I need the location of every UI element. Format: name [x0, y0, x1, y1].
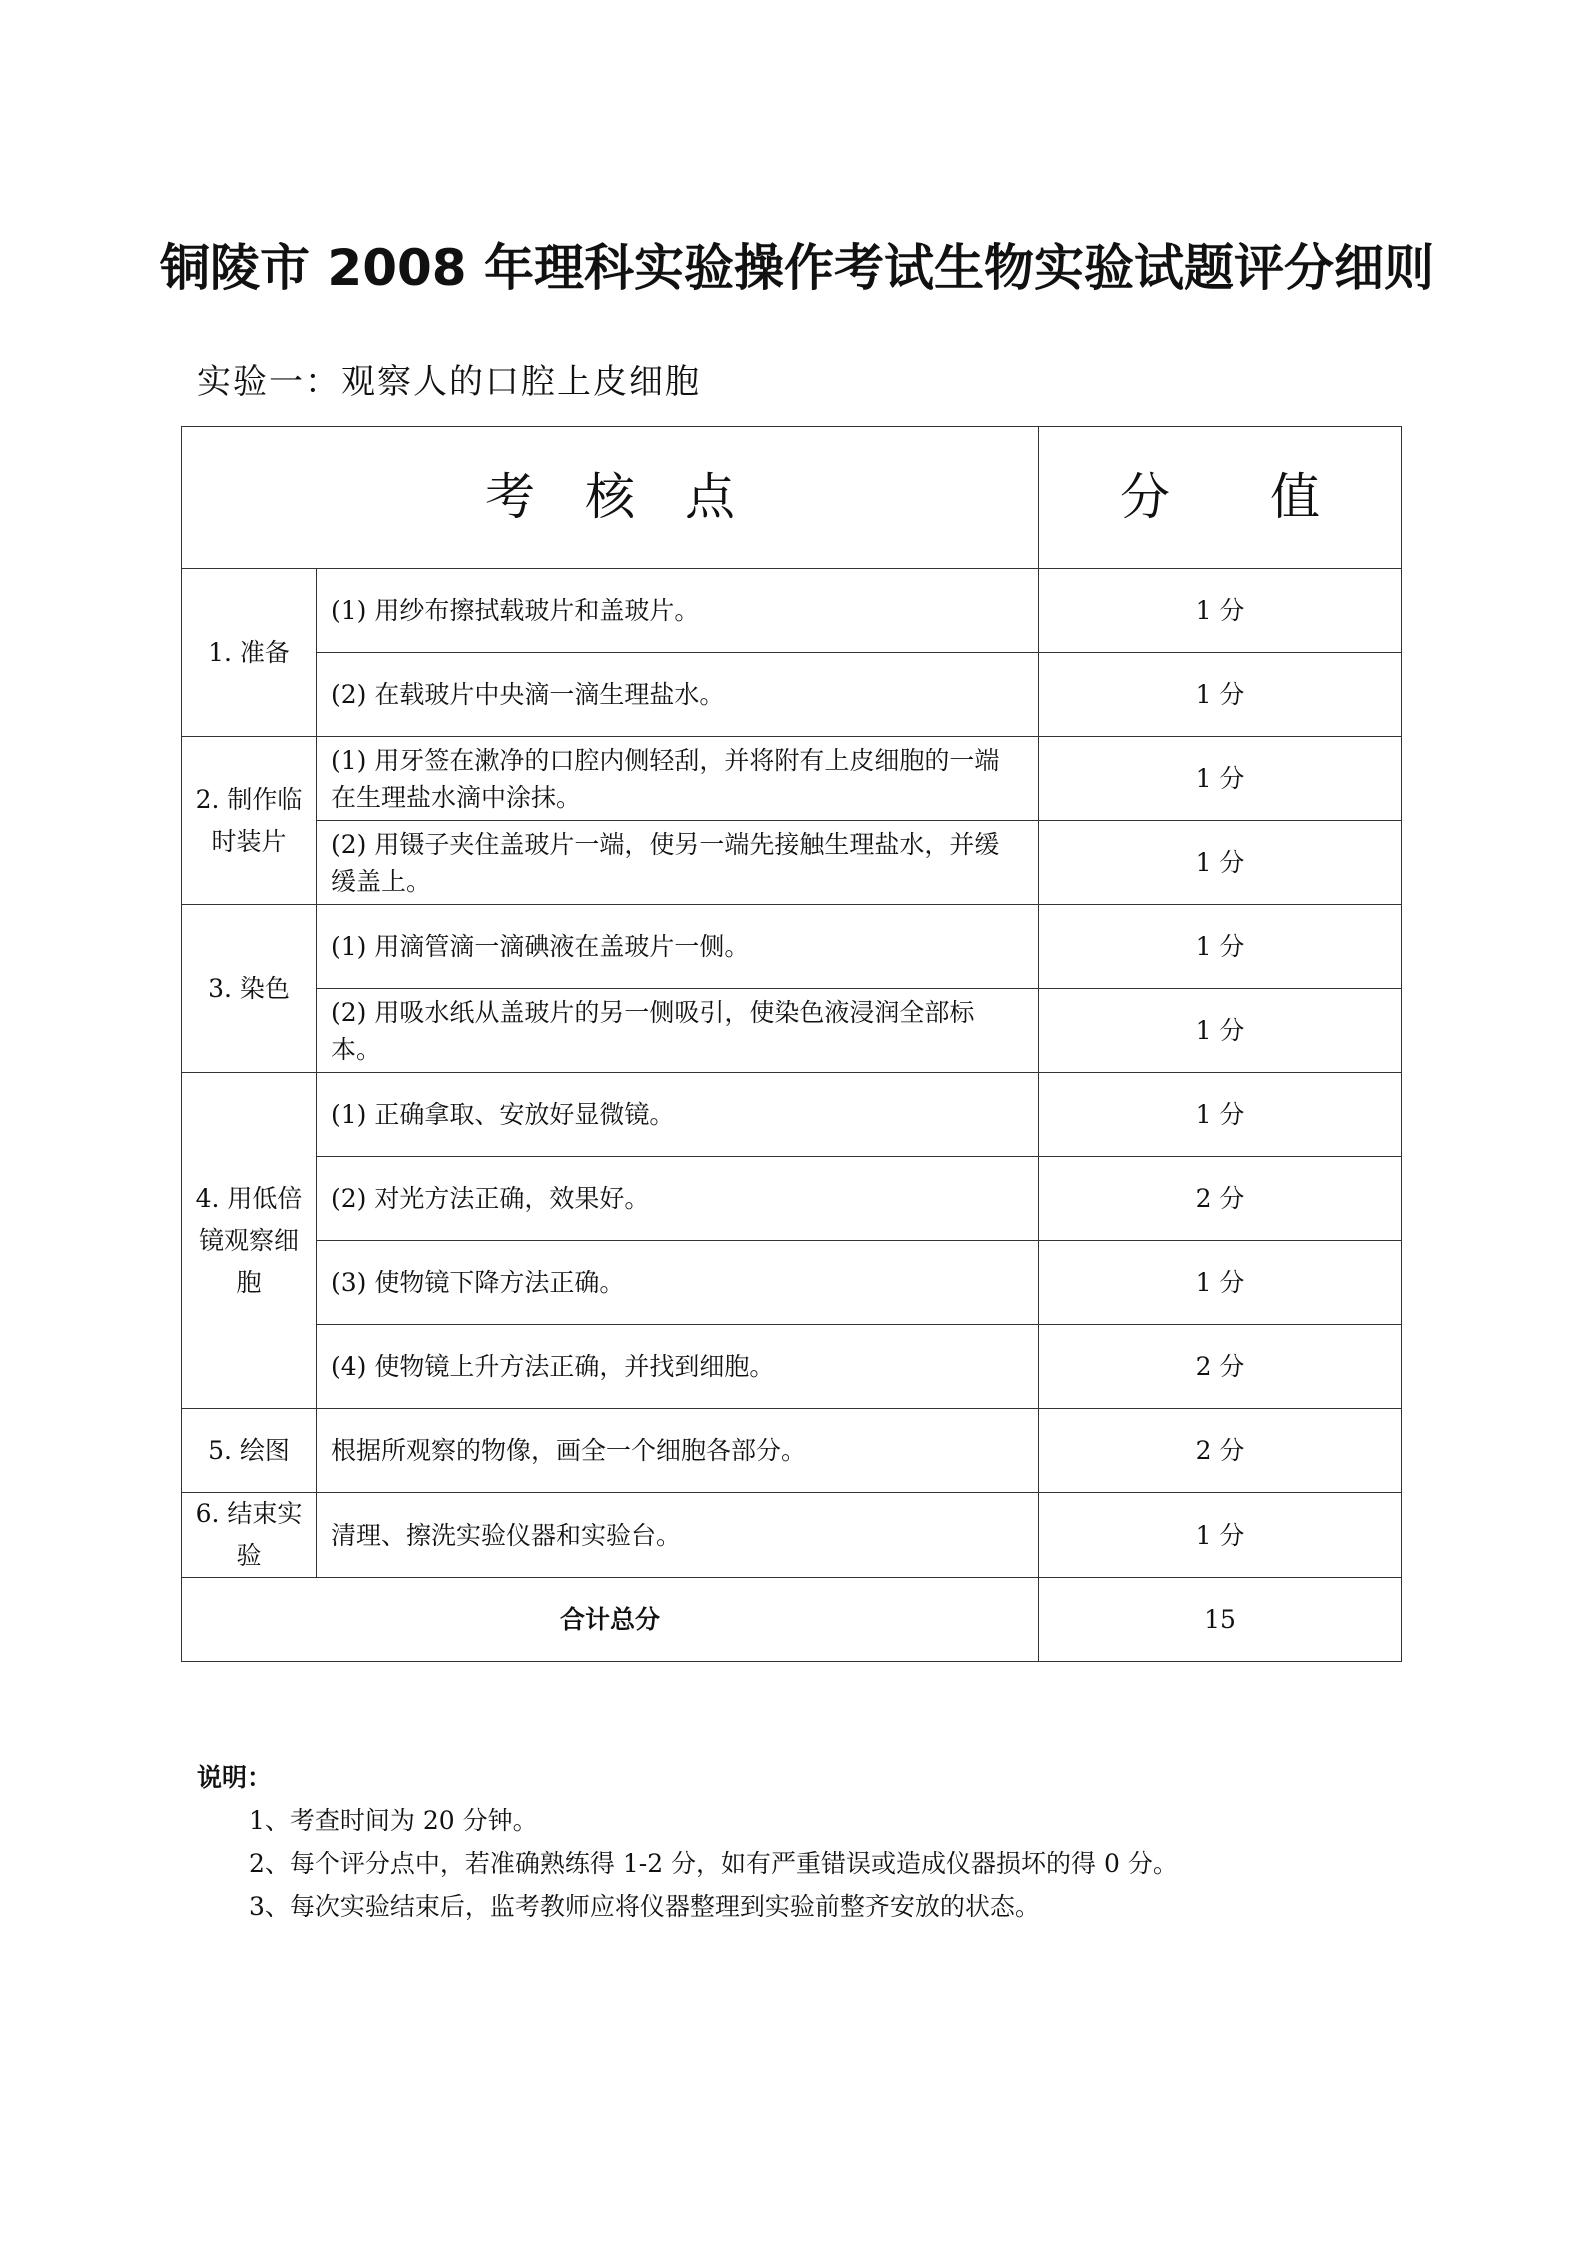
table-row [182, 1241, 1402, 1325]
criterion-cell: (1) 用滴管滴一滴碘液在盖玻片一侧。 [317, 905, 1039, 989]
note-item: 2、每个评分点中，若准确熟练得 1-2 分，如有严重错误或造成仪器损坏的得 0 分。 [249, 1849, 1178, 1878]
score-cell: 1 分 [1039, 1241, 1402, 1325]
table-row [182, 569, 1402, 653]
table-row [182, 821, 1402, 905]
score-cell: 2 分 [1039, 1409, 1402, 1493]
criterion-cell: (2) 对光方法正确，效果好。 [317, 1157, 1039, 1241]
category-cell: 5. 绘图 [182, 1409, 317, 1493]
header-score: 分 值 [1039, 427, 1402, 569]
category-cell: 2. 制作临时装片 [182, 737, 317, 905]
score-cell: 1 分 [1039, 1493, 1402, 1578]
score-cell: 1 分 [1039, 905, 1402, 989]
notes-heading: 说明： [197, 1763, 273, 1792]
criterion-cell: (1) 正确拿取、安放好显微镜。 [317, 1073, 1039, 1157]
table-row [182, 1325, 1402, 1409]
total-label: 合计总分 [182, 1578, 1039, 1662]
experiment-subtitle: 实验一：观察人的口腔上皮细胞 [197, 362, 701, 402]
note-item: 1、考查时间为 20 分钟。 [249, 1806, 538, 1835]
notes-section [197, 1756, 1178, 1928]
criterion-cell: (1) 用牙签在漱净的口腔内侧轻刮，并将附有上皮细胞的一端在生理盐水滴中涂抹。 [317, 737, 1039, 821]
category-cell: 1. 准备 [182, 569, 317, 737]
criterion-cell: (2) 用吸水纸从盖玻片的另一侧吸引，使染色液浸润全部标本。 [317, 989, 1039, 1073]
category-cell: 6. 结束实验 [182, 1493, 317, 1578]
category-cell: 3. 染色 [182, 905, 317, 1073]
header-assessment-point: 考 核 点 [182, 427, 1039, 569]
table-row [182, 1409, 1402, 1493]
table-row [182, 1493, 1402, 1578]
criterion-cell: 清理、擦洗实验仪器和实验台。 [317, 1493, 1039, 1578]
table-row [182, 737, 1402, 821]
criterion-cell: (1) 用纱布擦拭载玻片和盖玻片。 [317, 569, 1039, 653]
table-row [182, 1073, 1402, 1157]
score-cell: 1 分 [1039, 737, 1402, 821]
category-cell: 4. 用低倍镜观察细胞 [182, 1073, 317, 1409]
table-row [182, 905, 1402, 989]
criterion-cell: (3) 使物镜下降方法正确。 [317, 1241, 1039, 1325]
score-cell: 2 分 [1039, 1325, 1402, 1409]
grading-table [181, 426, 1402, 1662]
score-cell: 1 分 [1039, 653, 1402, 737]
note-item: 3、每次实验结束后，监考教师应将仪器整理到实验前整齐安放的状态。 [249, 1892, 1040, 1921]
criterion-cell: (2) 用镊子夹住盖玻片一端，使另一端先接触生理盐水，并缓缓盖上。 [317, 821, 1039, 905]
score-cell: 1 分 [1039, 569, 1402, 653]
table-row [182, 1157, 1402, 1241]
score-cell: 2 分 [1039, 1157, 1402, 1241]
score-cell: 1 分 [1039, 1073, 1402, 1157]
table-row [182, 653, 1402, 737]
criterion-cell: (2) 在载玻片中央滴一滴生理盐水。 [317, 653, 1039, 737]
document-title: 铜陵市 2008 年理科实验操作考试生物实验试题评分细则 [160, 239, 1434, 297]
total-row [182, 1578, 1402, 1662]
score-cell: 1 分 [1039, 989, 1402, 1073]
table-header-row [182, 427, 1402, 569]
criterion-cell: (4) 使物镜上升方法正确，并找到细胞。 [317, 1325, 1039, 1409]
criterion-cell: 根据所观察的物像，画全一个细胞各部分。 [317, 1409, 1039, 1493]
table-row [182, 989, 1402, 1073]
score-cell: 1 分 [1039, 821, 1402, 905]
total-score: 15 [1039, 1578, 1402, 1662]
